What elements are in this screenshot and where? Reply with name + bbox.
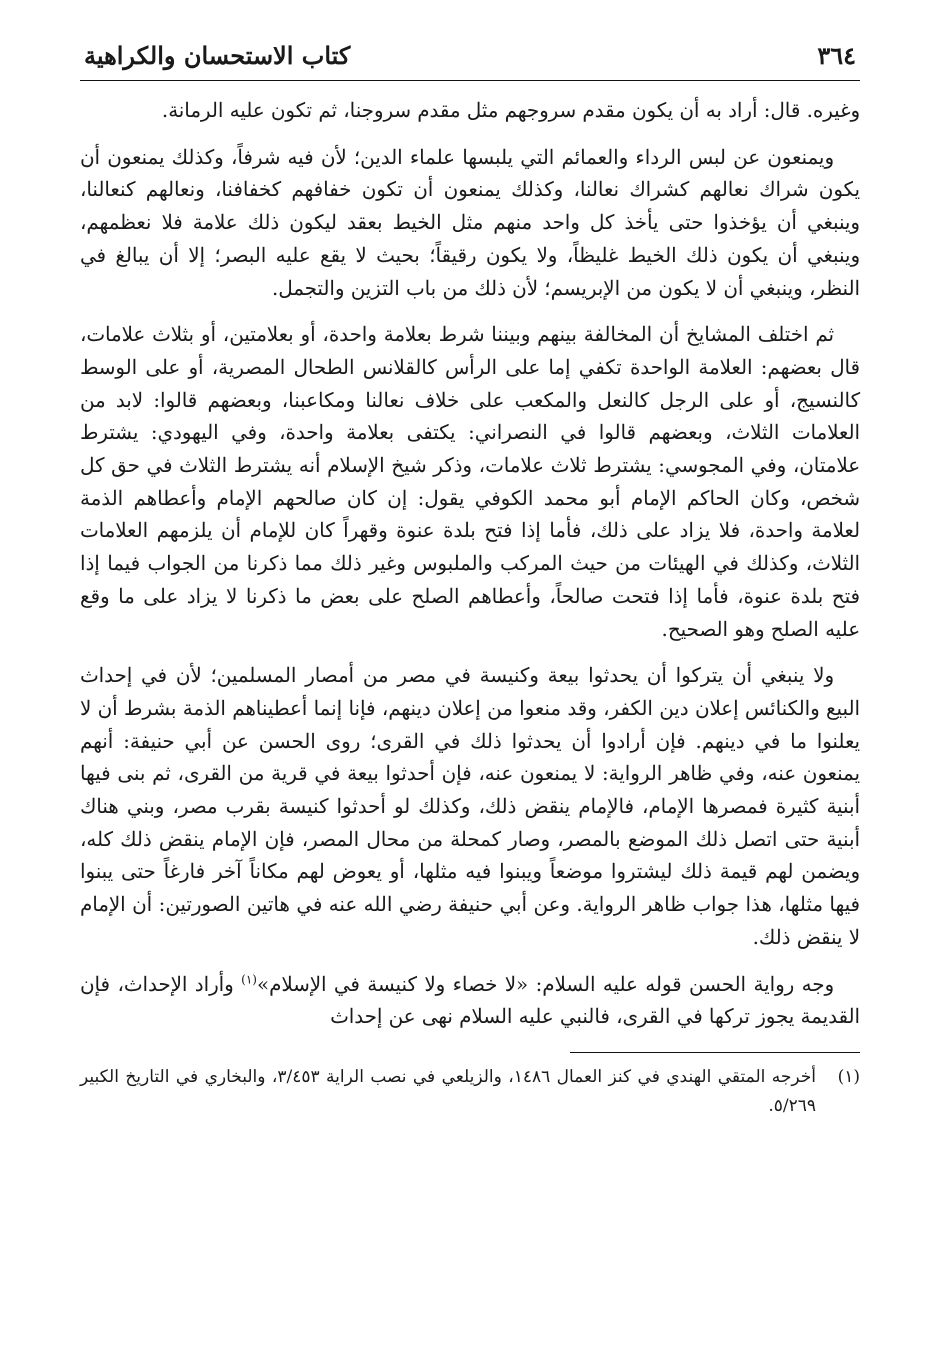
footnote <box>80 1063 860 1121</box>
page-number: ٣٦٤ <box>817 41 856 70</box>
paragraph-4: ولا ينبغي أن يتركوا أن يحدثوا بيعة وكنيسة في مصر من أمصار المسلمين؛ لأن في إحداث البيع والكنائس إعلان دين الكفر، وقد منعوا من إعلان دينهم، فإنا إنما أعطيناهم الذمة بشرط أن لا يعلنوا ما في دينهم. فإن أرادوا أن يحدثوا ذلك في القرى؛ روى الحسن عن أبي حنيفة: أنهم يمنعون عنه، وفي ظاهر الرواية: لا يمنعون عنه، فإن أحدثوا بيعة في قرية من القرى، ثم بنى فيها أبنية كثيرة فمصرها الإمام، فالإمام ينقض ذلك، وكذلك لو أحدثوا كنيسة بقرب مصر، وبني هناك أبنية حتى اتصل ذلك الموضع بالمصر، وصار كمحلة من محال المصر، فإن الإمام ينقض ذلك كله، ويضمن لهم قيمة ذلك ليشتروا موضعاً ويبنوا فيه مثلها، أو يعوض لهم مكاناً آخر فارغاً حتى يبنوا فيها مثلها، هذا جواب ظاهر الرواية. وعن أبي حنيفة رضي الله عنه في هاتين الصورتين: أن الإمام لا ينقض ذلك. <box>80 664 860 949</box>
paragraph-5 <box>80 969 860 1034</box>
main-text <box>80 95 860 1034</box>
header-rule <box>80 80 860 81</box>
book-title: كتاب الاستحسان والكراهية <box>84 41 351 70</box>
paragraph-5-end: وأراد الإحداث، فإن القديمة يجوز تركها في القرى، فالنبي عليه السلام نهى عن إحداث <box>80 972 860 1029</box>
paragraph-1: وغيره. قال: أراد به أن يكون مقدم سروجهم مثل مقدم سروجنا، ثم تكون عليه الرمانة. <box>161 99 860 122</box>
document-page <box>80 38 860 1121</box>
footnote-reference[interactable]: (١) <box>241 971 257 986</box>
paragraph-3: ثم اختلف المشايخ أن المخالفة بينهم وبيننا شرط بعلامة واحدة، أو بعلامتين، أو بثلاث علامات، قال بعضهم: العلامة الواحدة تكفي إما على الرأس كالقلانس الطحال المصرية، أو على الوسط كالنسيج، أو على الرجل كالنعل والمكعب على خلاف نعالنا ومكاعبنا، وبعضهم قالوا: لابد من العلامات الثلاث، وبعضهم قالوا في النصراني: يكتفى بعلامة واحدة، وفي اليهودي: يشترط علامتان، وفي المجوسي: يشترط ثلاث علامات، وذكر شيخ الإسلام أنه يشترط الثلاث في حق كل شخص، وكان الحاكم الإمام أبو محمد الكوفي يقول: إن كان صالحهم الإمام وأعطاهم الذمة لعلامة واحدة، فلا يزاد على ذلك، فأما إذا فتح بلدة عنوة وقهراً كان للإمام أن يلزمهم العلامات الثلاث، وكذلك في الهيئات من حيث المركب والملبوس وغير ذلك مما ذكرنا من الجواب فيما إذا فتح بلدة عنوة، فأما إذا فتحت صالحاً، وأعطاهم الصلح على بعض ما ذكرنا لا يزاد على ما وقع عليه الصلح وهو الصحيح. <box>80 323 860 641</box>
footnote-number: (١) <box>837 1066 860 1087</box>
paragraph-2: ويمنعون عن لبس الرداء والعمائم التي يلبسها علماء الدين؛ لأن فيه شرفاً، وكذلك يمنعون أن يكون شراك نعالهم كشراك نعالنا، وكذلك يمنعون أن تكون خفافهم كخفافنا، ونعالهم كنعالنا، وينبغي أن يؤخذوا حتى يأخذ كل واحد منهم مثل الخيط بعقد ليكون ذلك علامة فلا نعظمهم، وينبغي أن يكون ذلك الخيط غليظاً، ولا يكون رقيقاً؛ بحيث لا يقع عليه البصر؛ إلا أن يبالغ في النظر، وينبغي أن لا يكون من الإبريسم؛ لأن ذلك من باب التزين والتجمل. <box>80 145 860 300</box>
running-header <box>80 38 860 76</box>
footnote-text: أخرجه المتقي الهندي في كنز العمال ١٤٨٦، والزيلعي في نصب الراية ٣/٤٥٣، والبخاري في التاريخ الكبير ٥/٢٦٩. <box>80 1066 817 1116</box>
footnote-rule <box>570 1052 860 1053</box>
paragraph-5-start: وجه رواية الحسن قوله عليه السلام: «لا خصاء ولا كنيسة في الإسلام» <box>256 972 835 996</box>
